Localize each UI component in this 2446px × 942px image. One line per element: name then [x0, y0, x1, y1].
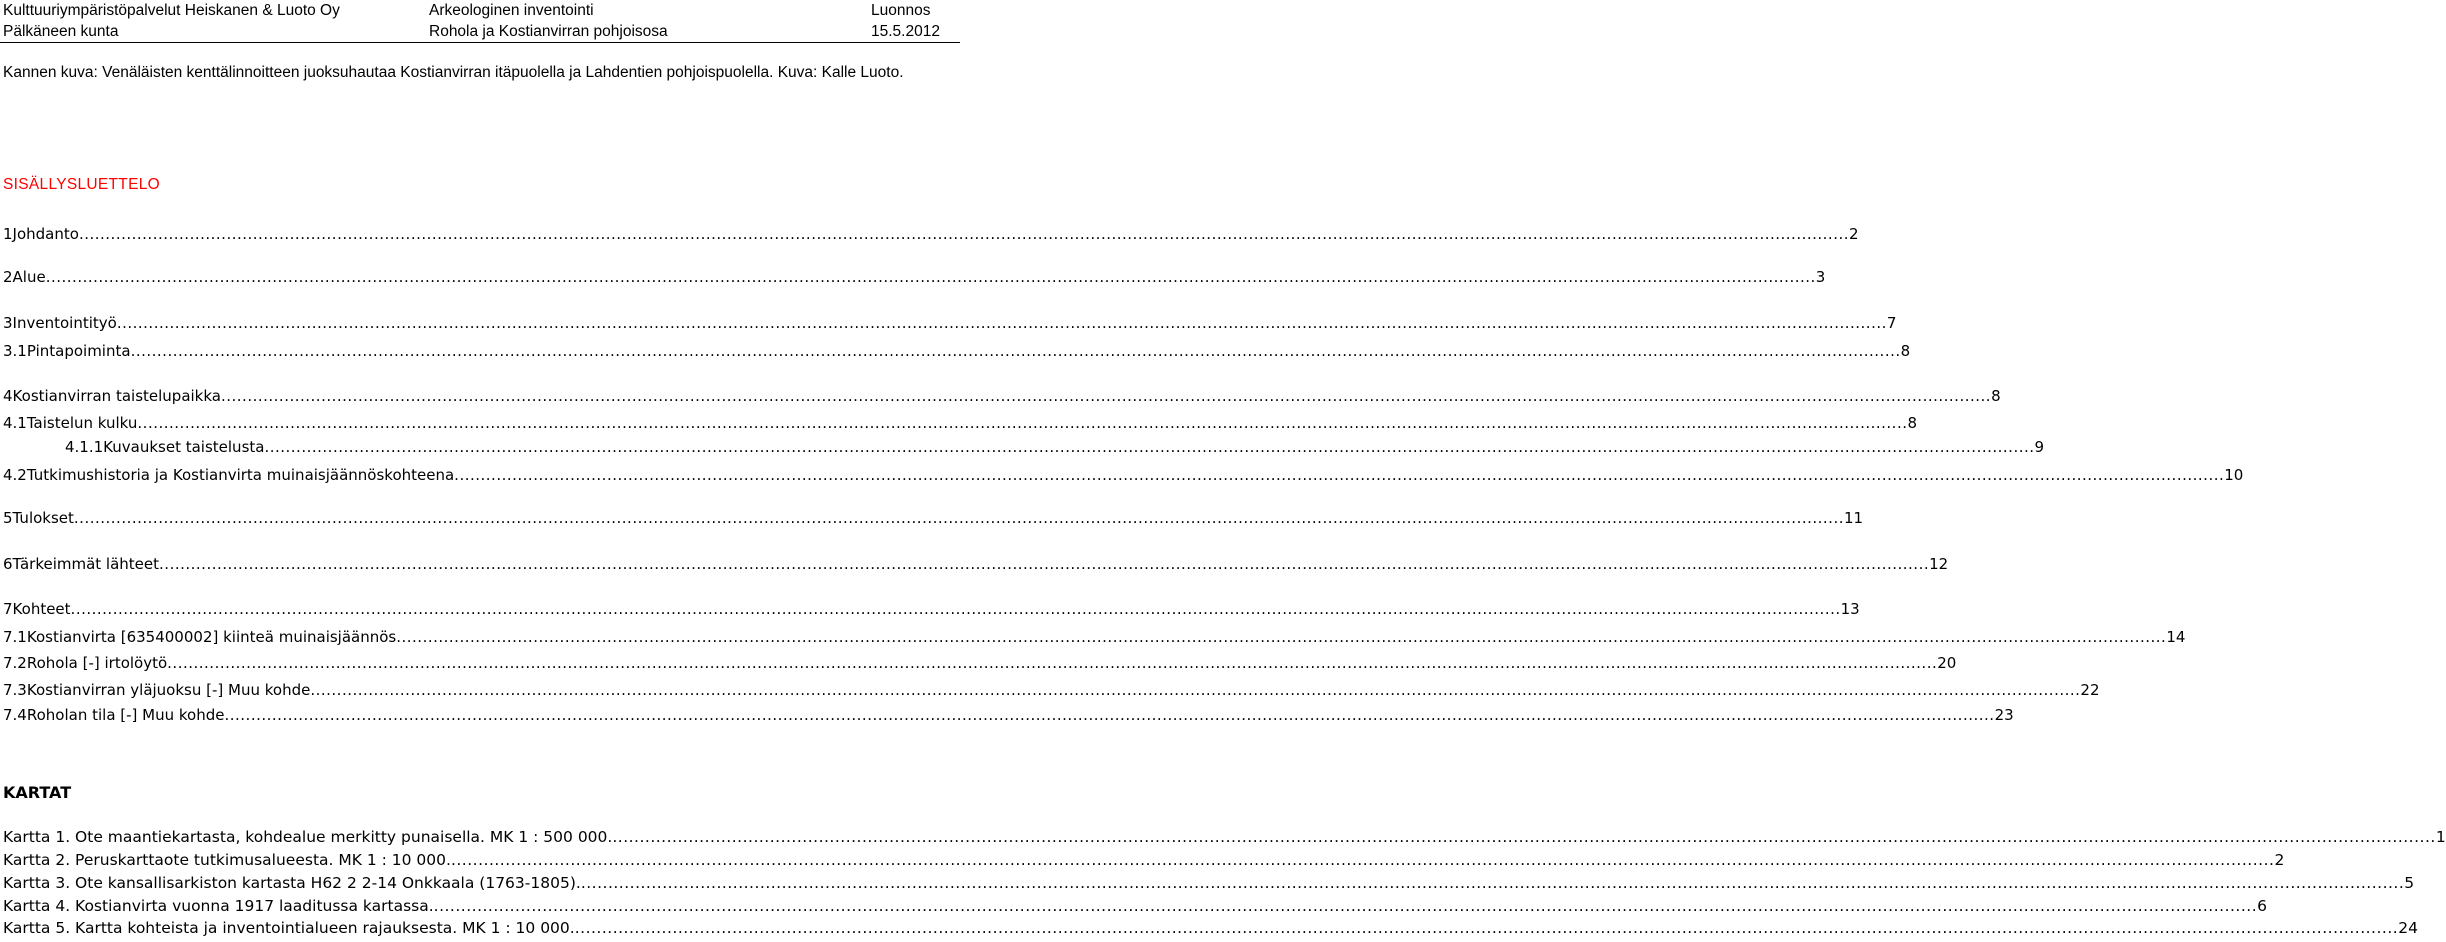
- map-list-entry[interactable]: [3, 897, 2268, 919]
- leader-dots: [575, 919, 2398, 937]
- toc-label: Roholan tila [-] Muu kohde: [26, 706, 225, 724]
- toc-entry[interactable]: [3, 414, 1918, 436]
- leader-dots: [396, 628, 2166, 646]
- toc-entry[interactable]: [3, 654, 1957, 676]
- toc-entry[interactable]: [3, 314, 1897, 336]
- toc-label: Kostianvirran yläjuoksu [-] Muu kohde: [26, 681, 311, 699]
- toc-entry[interactable]: [3, 387, 2001, 409]
- map-entry-text: Kartta 1. Ote maantiekartasta, kohdealue merkitty punaisella. MK 1 : 500 000.: [3, 828, 613, 846]
- leader-dots: [310, 681, 2080, 699]
- leader-dots: [131, 342, 1901, 360]
- toc-entry[interactable]: [3, 466, 2244, 488]
- leader-dots: [79, 225, 1849, 243]
- leader-dots: [167, 654, 1937, 672]
- leader-dots: [117, 314, 1887, 332]
- toc-label: Pintapoiminta: [26, 342, 131, 360]
- maps-section-title: KARTAT: [3, 783, 72, 802]
- toc-number: 3: [3, 314, 13, 332]
- leader-dots: [74, 509, 1844, 527]
- toc-number: 4.1: [3, 414, 27, 432]
- toc-entry[interactable]: [3, 681, 2100, 703]
- toc-label: Rohola [-] irtolöytö: [26, 654, 168, 672]
- map-entry-text: Kartta 5. Kartta kohteista ja inventointialueen rajauksesta. MK 1 : 10 000.: [3, 919, 575, 937]
- toc-label: Tärkeimmät lähteet: [12, 555, 160, 573]
- leader-dots: [71, 600, 1841, 618]
- toc-entry[interactable]: [65, 438, 2045, 460]
- toc-entry[interactable]: [3, 268, 1826, 290]
- toc-label: Kostianvirran taistelupaikka: [12, 387, 221, 405]
- leader-dots: [221, 387, 1991, 405]
- map-entry-text: Kartta 3. Ote kansallisarkiston kartasta H62 2 2-14 Onkkaala (1763-1805).: [3, 874, 581, 892]
- toc-page: 20: [1937, 654, 1957, 672]
- cover-caption: Kannen kuva: Venäläisten kenttälinnoitteen juoksuhautaa Kostianvirran itäpuolella ja Lahdentien pohjoispuolella. Kuva: Kalle Luoto.: [3, 64, 904, 81]
- toc-number: 1: [3, 225, 13, 243]
- toc-entry[interactable]: [3, 706, 2014, 728]
- toc-number: 4: [3, 387, 13, 405]
- toc-label: Kostianvirta [635400002] kiinteä muinaisjäännös: [26, 628, 397, 646]
- map-entry-text: Kartta 2. Peruskarttaote tutkimusalueesta. MK 1 : 10 000.: [3, 851, 451, 869]
- toc-page: 8: [1900, 342, 1911, 360]
- municipality: Pälkäneen kunta: [3, 23, 119, 40]
- company-name: Kulttuuriympäristöpalvelut Heiskanen & Luoto Oy: [3, 2, 340, 19]
- toc-page: 22: [2080, 681, 2100, 699]
- toc-number: 4.2: [3, 466, 27, 484]
- toc-page: 12: [1929, 555, 1949, 573]
- draft-status: Luonnos: [871, 2, 931, 19]
- toc-label: Kuvaukset taistelusta: [103, 438, 265, 456]
- toc-entry[interactable]: [3, 600, 1860, 622]
- toc-number: 3.1: [3, 342, 27, 360]
- map-list-entry[interactable]: [3, 828, 2446, 850]
- toc-number: 7.4: [3, 706, 27, 724]
- toc-label: Tulokset: [12, 509, 74, 527]
- leader-dots: [454, 466, 2224, 484]
- toc-page: 7: [1886, 314, 1897, 332]
- leader-dots: [612, 828, 2435, 846]
- toc-entry[interactable]: [3, 628, 2186, 650]
- toc-entry[interactable]: [3, 509, 1864, 531]
- toc-page: 9: [2034, 438, 2045, 456]
- toc-label: Inventointityö: [12, 314, 117, 332]
- report-date: 15.5.2012: [871, 23, 940, 40]
- map-list-entry[interactable]: [3, 919, 2418, 941]
- toc-entry[interactable]: [3, 342, 1911, 364]
- toc-page: 8: [1991, 387, 2001, 405]
- survey-area: Rohola ja Kostianvirran pohjoisosa: [429, 23, 668, 40]
- toc-page: 13: [1840, 600, 1860, 618]
- toc-page: 11: [1843, 509, 1864, 527]
- map-list-entry[interactable]: [3, 851, 2285, 873]
- map-entry-page: 6: [2257, 897, 2268, 915]
- toc-number: 2: [3, 268, 13, 286]
- leader-dots: [46, 268, 1816, 286]
- toc-page: 3: [1815, 268, 1826, 286]
- toc-number: 7.3: [3, 681, 27, 699]
- map-entry-page: 24: [2398, 919, 2418, 937]
- leader-dots: [224, 706, 1994, 724]
- toc-label: Kohteet: [12, 600, 71, 618]
- map-entry-text: Kartta 4. Kostianvirta vuonna 1917 laaditussa kartassa.: [3, 897, 434, 915]
- toc-number: 7.1: [3, 628, 27, 646]
- toc-label: Johdanto: [12, 225, 79, 243]
- map-entry-page: 2: [2274, 851, 2285, 869]
- toc-page: 8: [1907, 414, 1918, 432]
- toc-number: 4.1.1: [65, 438, 104, 456]
- toc-label: Tutkimushistoria ja Kostianvirta muinaisjäännöskohteena: [26, 466, 455, 484]
- toc-number: 5: [3, 509, 13, 527]
- toc-entry[interactable]: [3, 555, 1949, 577]
- toc-title: SISÄLLYSLUETTELO: [3, 176, 160, 193]
- toc-page: 10: [2224, 466, 2244, 484]
- toc-page: 2: [1849, 225, 1859, 243]
- leader-dots: [581, 874, 2404, 892]
- toc-number: 6: [3, 555, 13, 573]
- leader-dots: [434, 897, 2257, 915]
- toc-number: 7: [3, 600, 13, 618]
- map-entry-page: 5: [2404, 874, 2415, 892]
- toc-number: 7.2: [3, 654, 27, 672]
- toc-entry[interactable]: [3, 225, 1859, 247]
- toc-page: 23: [1994, 706, 2014, 724]
- map-entry-page: 1: [2435, 828, 2446, 846]
- toc-label: Taistelun kulku: [26, 414, 138, 432]
- leader-dots: [159, 555, 1929, 573]
- leader-dots: [264, 438, 2034, 456]
- toc-page: 14: [2166, 628, 2186, 646]
- leader-dots: [451, 851, 2274, 869]
- leader-dots: [137, 414, 1907, 432]
- report-type: Arkeologinen inventointi: [429, 2, 594, 19]
- toc-label: Alue: [12, 268, 46, 286]
- map-list-entry[interactable]: [3, 874, 2415, 896]
